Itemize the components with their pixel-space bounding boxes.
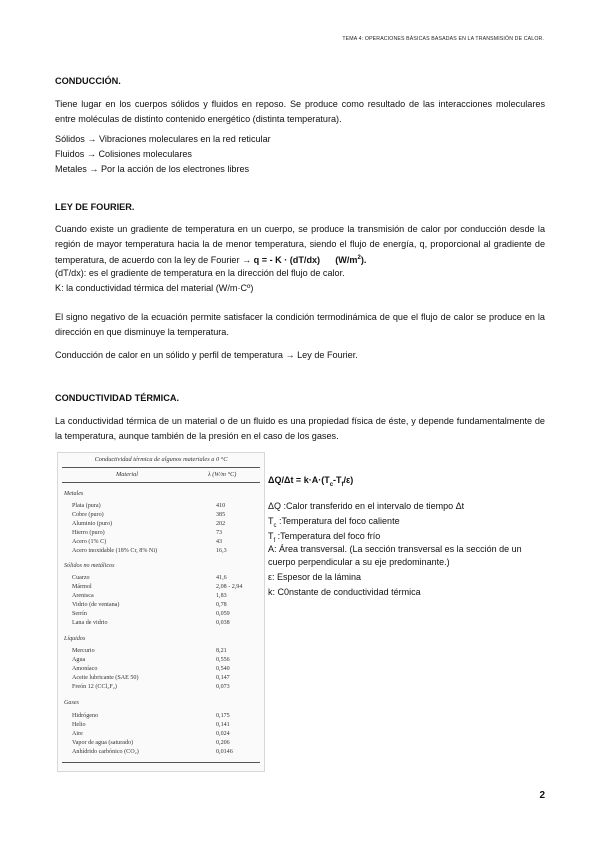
list-item-solidos: Sólidos → Vibraciones moleculares en la red reticular — [55, 134, 271, 144]
conductivity-table — [57, 452, 265, 772]
table-group-liquidos: Líquidos — [64, 636, 86, 642]
table-cell: 0,141 — [216, 722, 230, 728]
table-row: Acero inoxidable (18% Cr, 8% Ni) — [72, 548, 158, 554]
table-cell: 0,556 — [216, 657, 230, 663]
table-cell: 41,6 — [216, 575, 227, 581]
table-row: Agua — [72, 657, 86, 663]
table-row: Cuarzo — [72, 575, 90, 581]
paragraph-conduccion: Tiene lugar en los cuerpos sólidos y fluidos en reposo. Se produce como resultado de las interacciones moleculares entre moléculas de distinto contenido energético (distinta temperatura). — [55, 99, 545, 124]
legend-tf: $T_f$ :Temperatura del foco frío — [268, 531, 381, 544]
table-cell: 0,206 — [216, 740, 230, 746]
table-row: Vidrio (de ventana) — [72, 602, 120, 608]
table-bottom-rule — [62, 762, 260, 763]
legend-area: A: Área transversal. (La sección transversal es la sección de un cuerpo perpendicular a su eje predominante.) — [268, 544, 522, 567]
table-row: Vapor de agua (saturado) — [72, 740, 134, 746]
legend-delta-q: ΔQ :Calor transferido en el intervalo de tiempo Δt — [268, 501, 465, 511]
list-item-fluidos: Fluidos → Colisiones moleculares — [55, 149, 192, 159]
table-header-rule — [62, 482, 260, 483]
table-cell: 1,83 — [216, 593, 227, 599]
fourier-units: $(W/m^2)$. — [335, 255, 367, 266]
page-number: 2 — [539, 790, 545, 801]
running-header: TEMA 4: OPERACIONES BÁSICAS BASADAS EN LA TRANSMISIÓN DE CALOR. — [342, 36, 544, 42]
table-cell: 0,175 — [216, 713, 230, 719]
table-header-value: λ (W/m °C) — [208, 471, 237, 478]
table-row: Arenisca — [72, 593, 94, 599]
table-cell: 0,059 — [216, 611, 230, 617]
table-row: Aceite lubricante (SAE 50) — [72, 675, 139, 681]
table-row: Amoníaco — [72, 666, 98, 672]
table-group-gases: Gases — [64, 700, 79, 706]
table-caption: Conductividad térmica de algunos materiales a 0 °C — [94, 456, 228, 463]
definition-k: K: la conductividad térmica del material (W/m·Cº) — [55, 283, 254, 293]
main-formula: $\Delta Q/\Delta t = k\cdot A\cdot(T_c-T_f/\varepsilon)$ — [268, 475, 354, 488]
table-cell: 8,21 — [216, 648, 227, 654]
table-cell: 0,024 — [216, 731, 230, 737]
table-row: Serrín — [72, 611, 87, 617]
table-row: Aire — [72, 731, 83, 737]
table-header-material: Material — [116, 471, 139, 478]
table-row: Anhídrido carbónico (CO₂) — [72, 749, 139, 755]
paragraph-fourier — [55, 222, 545, 268]
table-row: Lana de vidrio — [72, 620, 108, 626]
table-row: Acero (1% C) — [72, 539, 107, 545]
table-top-rule — [62, 467, 260, 468]
table-group-no-metalicos: Sólidos no metálicos — [64, 563, 115, 569]
table-row: Aluminio (puro) — [72, 521, 113, 527]
table-cell: 73 — [216, 530, 223, 536]
legend-k: k: C0nstante de conductividad térmica — [268, 587, 421, 597]
paragraph-sign: El signo negativo de la ecuación permite satisfacer la condición termodinámica de que el flujo de calor se produce en la dirección en que disminuye la temperatura. — [55, 312, 545, 337]
table-row: Helio — [72, 722, 86, 728]
table-row: Hierro (puro) — [72, 530, 105, 536]
table-cell: 0,073 — [216, 684, 230, 690]
legend-epsilon: ε: Espesor de la lámina — [268, 572, 362, 582]
table-cell: 0,147 — [216, 675, 230, 681]
fourier-equation: q = - K · (dT/dx) — [253, 255, 321, 266]
legend-tc: $T_c$ :Temperatura del foco caliente — [268, 516, 400, 529]
table-row: Cobre (puro) — [72, 512, 104, 518]
table-cell: 202 — [216, 521, 226, 527]
table-cell: 0,038 — [216, 620, 230, 626]
table-row: Freón 12 (CCl₂F₂) — [72, 684, 117, 690]
section-title-fourier: LEY DE FOURIER. — [55, 202, 135, 212]
table-row: Mármol — [72, 584, 92, 590]
table-cell: 2,08 - 2,94 — [216, 584, 243, 590]
table-cell: 0,0146 — [216, 749, 233, 755]
table-cell: 0,78 — [216, 602, 227, 608]
definition-gradient: (dT/dx): es el gradiente de temperatura en la dirección del flujo de calor. — [55, 268, 345, 278]
table-group-metales: Metales — [64, 491, 84, 497]
list-item-metales: Metales → Por la acción de los electrones libres — [55, 164, 250, 174]
table-row: Hidrógeno — [72, 713, 99, 719]
table-cell: 410 — [216, 503, 226, 509]
table-row: Plata (pura) — [72, 503, 101, 509]
paragraph-conductividad: La conductividad térmica de un material o de un fluido es una propiedad física de éste, y depende fundamentalmente de la temperatura, aunque también de la presión en el caso de los gases. — [55, 416, 545, 441]
table-row: Mercurio — [72, 648, 95, 654]
table-cell: 43 — [216, 539, 223, 545]
table-cell: 16,3 — [216, 548, 227, 554]
table-cell: 385 — [216, 512, 226, 518]
fourier-text: Cuando existe un gradiente de temperatura en un cuerpo, se produce la transmisión de calor por conducción desde la región de mayor temperatura hacia la de menor temperatura, siendo el flujo de energía, q, proporcional al gradiente de temperatura, de acuerdo con la ley de Fourier → — [55, 224, 545, 266]
paragraph-profile: Conducción de calor en un sólido y perfil de temperatura → Ley de Fourier. — [55, 350, 358, 360]
section-title-conductividad: CONDUCTIVIDAD TÉRMICA. — [55, 393, 180, 403]
section-title-conduccion: CONDUCCIÓN. — [55, 76, 121, 86]
table-cell: 0,540 — [216, 666, 230, 672]
